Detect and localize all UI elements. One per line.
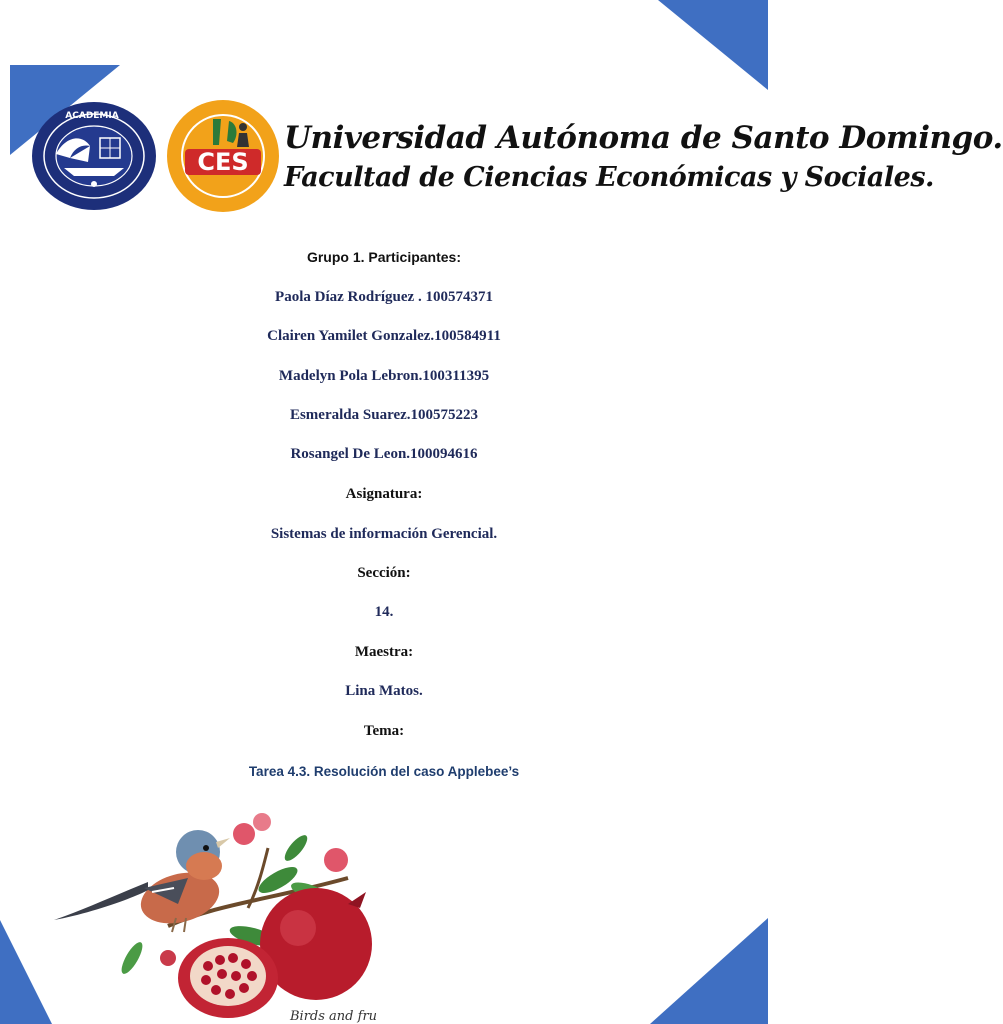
faculty-name: Facultad de Ciencias Económicas y Sociales. <box>284 162 934 193</box>
uasd-seal-logo <box>30 100 158 212</box>
corner-triangle-bottom-left <box>0 920 52 1024</box>
header-banner <box>0 95 1003 225</box>
bird-pomegranate-illustration <box>48 808 388 1024</box>
illustration-signature: Birds and fru <box>290 1009 378 1024</box>
participant-2: Clairen Yamilet Gonzalez.100584911 <box>267 328 501 344</box>
seal-ring-text: ACADEMIA <box>65 111 119 121</box>
participant-3: Madelyn Pola Lebron.100311395 <box>278 368 490 384</box>
corner-triangle-top-right <box>658 0 768 90</box>
topic-label: Tema: <box>363 723 405 739</box>
teacher-value: Lina Matos. <box>345 683 423 699</box>
corner-triangle-bottom-right <box>650 918 768 1024</box>
teacher-label: Maestra: <box>354 644 414 660</box>
section-label: Sección: <box>357 565 411 581</box>
group-heading: Grupo 1. Participantes: <box>306 249 462 265</box>
ces-logo-text: CES <box>197 148 249 176</box>
university-name: Universidad Autónoma de Santo Domingo. <box>284 120 1003 156</box>
ces-faculty-logo <box>163 97 283 215</box>
section-value: 14. <box>374 604 394 620</box>
subject-label: Asignatura: <box>345 486 423 502</box>
topic-value: Tarea 4.3. Resolución del caso Applebee’s <box>248 764 520 779</box>
participant-5: Rosangel De Leon.100094616 <box>290 446 478 462</box>
participant-4: Esmeralda Suarez.100575223 <box>289 407 479 423</box>
subject-value: Sistemas de información Gerencial. <box>270 526 498 542</box>
participant-1: Paola Díaz Rodríguez . 100574371 <box>275 289 493 305</box>
